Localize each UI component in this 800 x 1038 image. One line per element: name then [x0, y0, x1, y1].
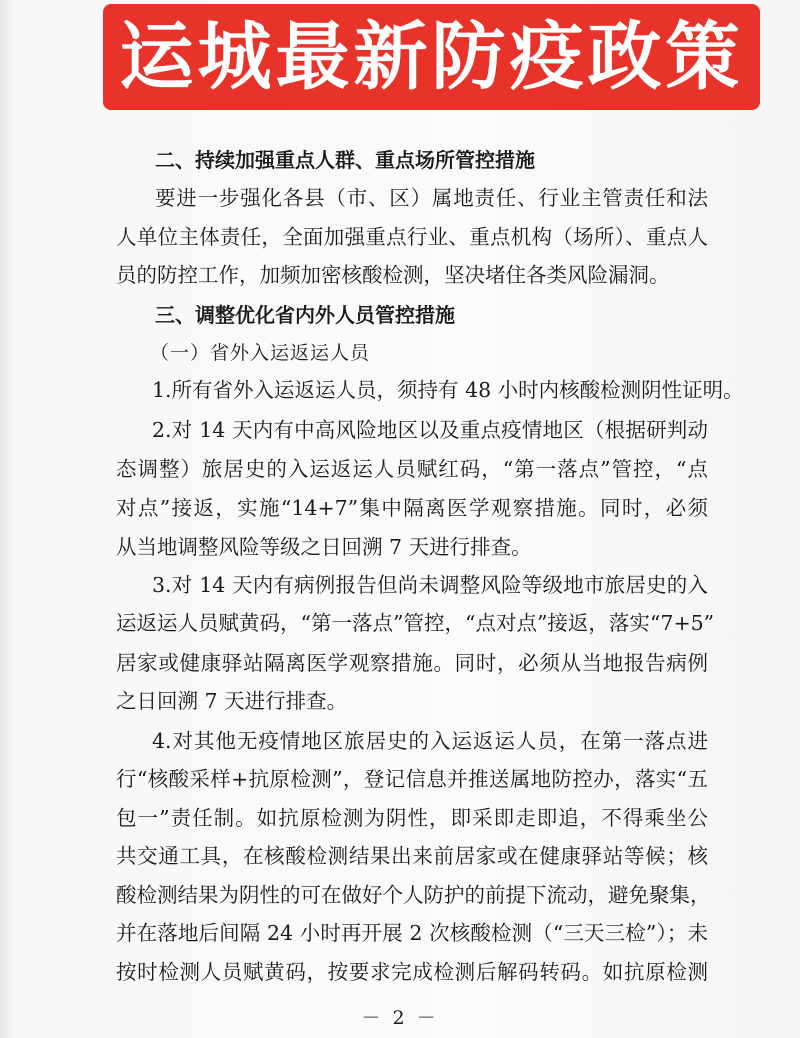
item-3-line: 3.对 14 天内有病例报告但尚未调整风险等级地市旅居史的入 [152, 573, 708, 597]
item-2-line: 2.对 14 天内有中高风险地区以及重点疫情地区（根据研判动 [152, 418, 708, 442]
paragraph-line: 要进一步强化各县（市、区）属地责任、行业主管责任和法 [155, 186, 708, 210]
subsection-heading: （一）省外入运返运人员 [150, 342, 371, 364]
item-3-line: 之日回溯 7 天进行排查。 [116, 689, 348, 713]
item-4-line: 并在落地后间隔 24 小时再开展 2 次核酸检测（“三天三检”）；未 [116, 921, 708, 945]
section-heading-3: 三、调整优化省内外人员管控措施 [155, 303, 455, 327]
item-3-line: 居家或健康驿站隔离医学观察措施。同时，必须从当地报告病例 [116, 651, 708, 675]
item-4-line: 行“核酸采样+抗原检测”，登记信息并推送属地防控办，落实“五 [116, 767, 708, 791]
item-2-line: 从当地调整风险等级之日回溯 7 天进行排查。 [116, 535, 532, 559]
item-1-line: 1.所有省外入运返运人员，须持有 48 小时内核酸检测阴性证明。 [152, 378, 744, 402]
item-2-line: 态调整）旅居史的入运返运人员赋红码，“第一落点”管控，“点 [116, 457, 708, 481]
banner-title: 运城最新防疫政策 [119, 14, 744, 100]
section-heading-2: 二、持续加强重点人群、重点场所管控措施 [155, 148, 535, 172]
title-banner [103, 4, 760, 110]
paragraph-line: 员的防控工作，加频加密核酸检测，坚决堵住各类风险漏洞。 [116, 263, 670, 287]
item-2-line: 对点”接返，实施“14+7”集中隔离医学观察措施。同时，必须 [116, 496, 708, 520]
item-4-line: 共交通工具，在核酸检测结果出来前居家或在健康驿站等候；核 [116, 844, 708, 868]
item-4-line: 按时检测人员赋黄码，按要求完成检测后解码转码。如抗原检测 [116, 960, 708, 984]
item-4-line: 4.对其他无疫情地区旅居史的入运返运人员，在第一落点进 [152, 729, 708, 753]
item-4-line: 包一”责任制。如抗原检测为阴性，即采即走即追，不得乘坐公 [116, 806, 708, 830]
item-4-line: 酸检测结果为阴性的可在做好个人防护的前提下流动，避免聚集， [116, 883, 711, 907]
paragraph-line: 人单位主体责任，全面加强重点行业、重点机构（场所）、重点人 [116, 225, 708, 249]
page-number: － 2 － [361, 1007, 439, 1029]
item-3-line: 运返运人员赋黄码，“第一落点”管控，“点对点”接返，落实“7+5” [116, 611, 715, 635]
